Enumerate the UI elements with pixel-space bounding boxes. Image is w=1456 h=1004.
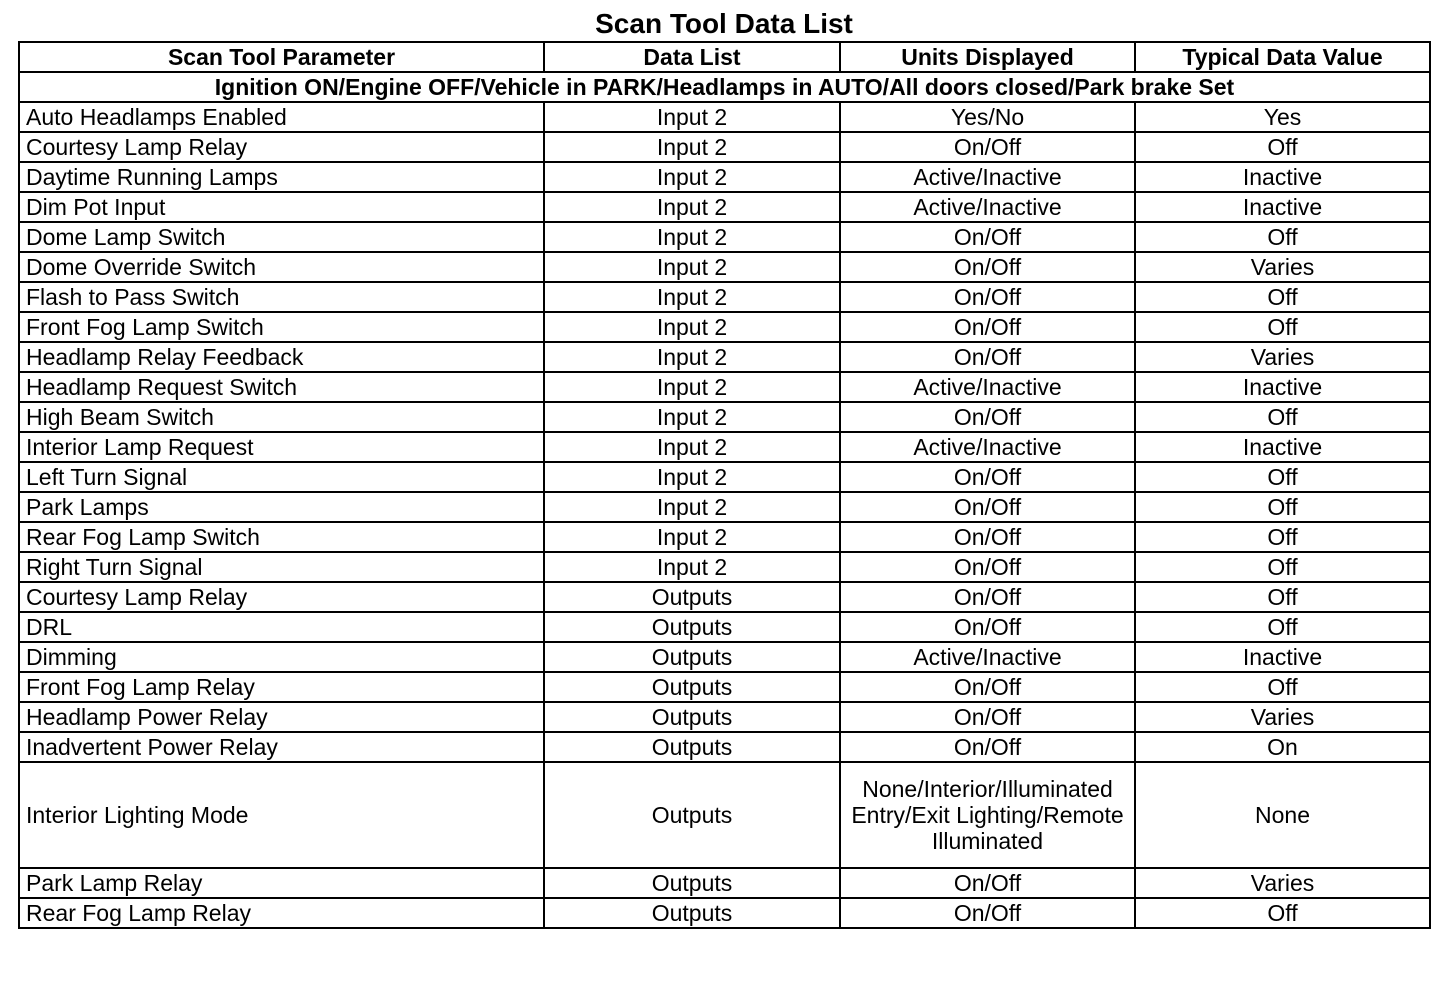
- cell-typical-value: Off: [1135, 672, 1430, 702]
- cell-typical-value: Inactive: [1135, 372, 1430, 402]
- cell-parameter: Dome Lamp Switch: [19, 222, 544, 252]
- cell-parameter: Rear Fog Lamp Switch: [19, 522, 544, 552]
- cell-units: On/Off: [840, 492, 1135, 522]
- header-units-displayed: Units Displayed: [840, 42, 1135, 72]
- cell-typical-value: Off: [1135, 222, 1430, 252]
- cell-parameter: Headlamp Relay Feedback: [19, 342, 544, 372]
- cell-units: Active/Inactive: [840, 162, 1135, 192]
- cell-units: On/Off: [840, 868, 1135, 898]
- cell-typical-value: Off: [1135, 492, 1430, 522]
- cell-units: On/Off: [840, 672, 1135, 702]
- cell-units: On/Off: [840, 132, 1135, 162]
- cell-typical-value: Inactive: [1135, 642, 1430, 672]
- cell-data-list: Input 2: [544, 282, 840, 312]
- cell-data-list: Outputs: [544, 672, 840, 702]
- cell-parameter: Headlamp Power Relay: [19, 702, 544, 732]
- cell-parameter: Headlamp Request Switch: [19, 372, 544, 402]
- cell-data-list: Input 2: [544, 342, 840, 372]
- cell-typical-value: Off: [1135, 582, 1430, 612]
- cell-data-list: Outputs: [544, 702, 840, 732]
- cell-data-list: Input 2: [544, 462, 840, 492]
- cell-parameter: High Beam Switch: [19, 402, 544, 432]
- cell-typical-value: Inactive: [1135, 162, 1430, 192]
- cell-typical-value: Inactive: [1135, 432, 1430, 462]
- cell-units: On/Off: [840, 702, 1135, 732]
- cell-data-list: Input 2: [544, 102, 840, 132]
- table-row: [19, 102, 1430, 132]
- cell-typical-value: Inactive: [1135, 192, 1430, 222]
- cell-parameter: Front Fog Lamp Switch: [19, 312, 544, 342]
- header-data-list: Data List: [544, 42, 840, 72]
- header-typical-data-value: Typical Data Value: [1135, 42, 1430, 72]
- cell-units: None/Interior/Illuminated Entry/Exit Lighting/Remote Illuminated: [840, 762, 1135, 868]
- cell-typical-value: Off: [1135, 282, 1430, 312]
- cell-typical-value: Varies: [1135, 702, 1430, 732]
- cell-units: On/Off: [840, 612, 1135, 642]
- cell-typical-value: Off: [1135, 612, 1430, 642]
- table-row: [19, 552, 1430, 582]
- cell-units: On/Off: [840, 282, 1135, 312]
- cell-typical-value: On: [1135, 732, 1430, 762]
- table-row: [19, 372, 1430, 402]
- cell-data-list: Input 2: [544, 522, 840, 552]
- table-row: [19, 492, 1430, 522]
- cell-parameter: Courtesy Lamp Relay: [19, 582, 544, 612]
- cell-typical-value: None: [1135, 762, 1430, 868]
- table-body: [19, 72, 1430, 928]
- cell-parameter: Dimming: [19, 642, 544, 672]
- cell-parameter: Inadvertent Power Relay: [19, 732, 544, 762]
- cell-typical-value: Off: [1135, 522, 1430, 552]
- cell-data-list: Input 2: [544, 552, 840, 582]
- table-row: [19, 868, 1430, 898]
- table-row: [19, 462, 1430, 492]
- table-row: [19, 522, 1430, 552]
- cell-typical-value: Varies: [1135, 342, 1430, 372]
- page-title: Scan Tool Data List: [595, 8, 853, 39]
- cell-data-list: Outputs: [544, 898, 840, 928]
- cell-units: On/Off: [840, 582, 1135, 612]
- cell-units: On/Off: [840, 732, 1135, 762]
- table-row: [19, 312, 1430, 342]
- cell-units: On/Off: [840, 252, 1135, 282]
- header-scan-tool-parameter: Scan Tool Parameter: [19, 42, 544, 72]
- cell-units: On/Off: [840, 898, 1135, 928]
- cell-typical-value: Off: [1135, 898, 1430, 928]
- cell-typical-value: Off: [1135, 552, 1430, 582]
- cell-units: Active/Inactive: [840, 432, 1135, 462]
- cell-parameter: Courtesy Lamp Relay: [19, 132, 544, 162]
- table-row: [19, 192, 1430, 222]
- table-row: [19, 222, 1430, 252]
- cell-parameter: Interior Lamp Request: [19, 432, 544, 462]
- table-row: [19, 342, 1430, 372]
- cell-parameter: Right Turn Signal: [19, 552, 544, 582]
- cell-parameter: Daytime Running Lamps: [19, 162, 544, 192]
- table-row: [19, 642, 1430, 672]
- table-row: [19, 162, 1430, 192]
- cell-typical-value: Varies: [1135, 868, 1430, 898]
- cell-units: Active/Inactive: [840, 642, 1135, 672]
- cell-typical-value: Yes: [1135, 102, 1430, 132]
- cell-data-list: Input 2: [544, 372, 840, 402]
- cell-typical-value: Off: [1135, 402, 1430, 432]
- cell-data-list: Outputs: [544, 582, 840, 612]
- cell-units: On/Off: [840, 462, 1135, 492]
- table-row: [19, 612, 1430, 642]
- cell-units: On/Off: [840, 342, 1135, 372]
- cell-parameter: DRL: [19, 612, 544, 642]
- cell-typical-value: Varies: [1135, 252, 1430, 282]
- cell-data-list: Outputs: [544, 612, 840, 642]
- cell-data-list: Input 2: [544, 222, 840, 252]
- cell-data-list: Outputs: [544, 868, 840, 898]
- cell-parameter: Front Fog Lamp Relay: [19, 672, 544, 702]
- cell-units: On/Off: [840, 222, 1135, 252]
- cell-units: Yes/No: [840, 102, 1135, 132]
- cell-parameter: Park Lamps: [19, 492, 544, 522]
- cell-data-list: Input 2: [544, 492, 840, 522]
- condition-text: Ignition ON/Engine OFF/Vehicle in PARK/Headlamps in AUTO/All doors closed/Park brake Set: [19, 72, 1430, 102]
- table-row: [19, 762, 1430, 868]
- cell-parameter: Dome Override Switch: [19, 252, 544, 282]
- cell-typical-value: Off: [1135, 462, 1430, 492]
- cell-units: On/Off: [840, 312, 1135, 342]
- cell-units: On/Off: [840, 402, 1135, 432]
- header-row: [19, 42, 1430, 72]
- table-row: [19, 282, 1430, 312]
- cell-typical-value: Off: [1135, 312, 1430, 342]
- cell-parameter: Park Lamp Relay: [19, 868, 544, 898]
- cell-data-list: Outputs: [544, 642, 840, 672]
- cell-data-list: Input 2: [544, 312, 840, 342]
- table-row: [19, 898, 1430, 928]
- cell-data-list: Outputs: [544, 762, 840, 868]
- cell-units: Active/Inactive: [840, 372, 1135, 402]
- cell-data-list: Input 2: [544, 402, 840, 432]
- cell-parameter: Flash to Pass Switch: [19, 282, 544, 312]
- cell-parameter: Rear Fog Lamp Relay: [19, 898, 544, 928]
- cell-units: Active/Inactive: [840, 192, 1135, 222]
- table-row: [19, 582, 1430, 612]
- table-row: [19, 672, 1430, 702]
- cell-data-list: Input 2: [544, 252, 840, 282]
- cell-data-list: Input 2: [544, 132, 840, 162]
- table-row: [19, 132, 1430, 162]
- cell-parameter: Interior Lighting Mode: [19, 762, 544, 868]
- table-row: [19, 732, 1430, 762]
- cell-typical-value: Off: [1135, 132, 1430, 162]
- cell-data-list: Input 2: [544, 432, 840, 462]
- table-row: [19, 432, 1430, 462]
- cell-units: On/Off: [840, 552, 1135, 582]
- cell-units: On/Off: [840, 522, 1135, 552]
- cell-data-list: Input 2: [544, 162, 840, 192]
- cell-parameter: Auto Headlamps Enabled: [19, 102, 544, 132]
- scan-tool-data-table: [18, 41, 1431, 929]
- table-row: [19, 402, 1430, 432]
- cell-parameter: Left Turn Signal: [19, 462, 544, 492]
- cell-parameter: Dim Pot Input: [19, 192, 544, 222]
- cell-data-list: Outputs: [544, 732, 840, 762]
- cell-data-list: Input 2: [544, 192, 840, 222]
- table-row: [19, 252, 1430, 282]
- condition-row: [19, 72, 1430, 102]
- table-row: [19, 702, 1430, 732]
